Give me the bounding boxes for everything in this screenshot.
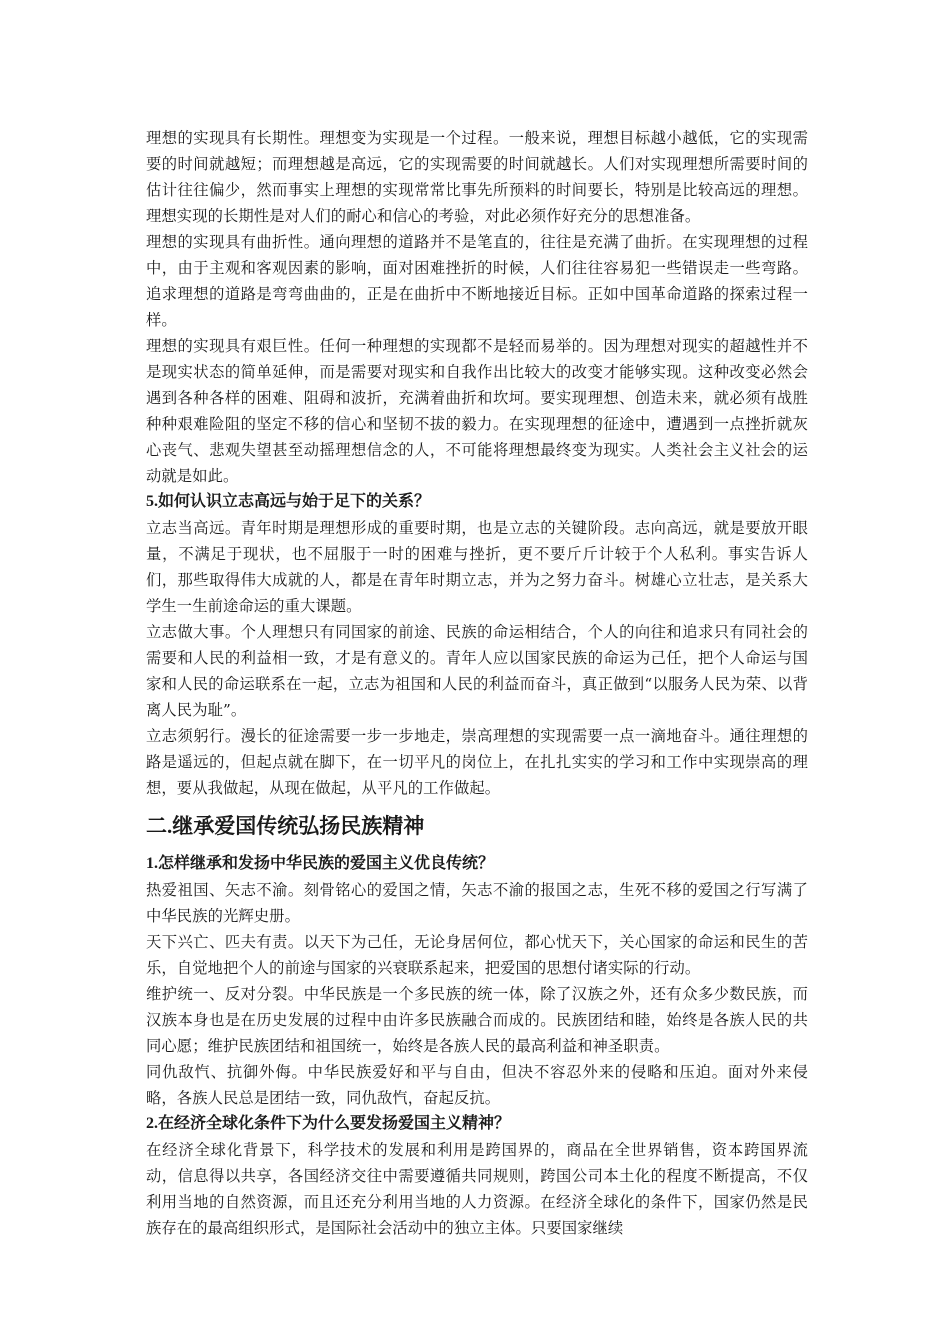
question-5-paragraph-2: 立志做大事。个人理想只有同国家的前途、民族的命运相结合，个人的向往和追求只有同社会的需要和人民的利益相一致，才是有意义的。青年人应以国家民族的命运为己任，把个人命运与国家和人民的命运联系在一起，立志为祖国和人民的利益而奋斗，真正做到“以服务人民为荣、以背离人民为耻”。 (146, 623, 808, 719)
section-two-question-2-paragraph-1: 在经济全球化背景下，科学技术的发展和利用是跨国界的，商品在全世界销售，资本跨国界流动，信息得以共享，各国经济交往中需要遵循共同规则，跨国公司本土化的程度不断提高，不仅利用当地的自然资源，而且还充分利用当地的人力资源。在经济全球化的条件下，国家仍然是民族存在的最高组织形式，是国际社会活动中的独立主体。只要国家继续 (146, 1141, 808, 1237)
question-5-paragraph-3: 立志须躬行。漫长的征途需要一步一步地走，崇高理想的实现需要一点一滴地奋斗。通往理想的路是遥远的，但起点就在脚下，在一切平凡的岗位上，在扎扎实实的学习和工作中实现崇高的理想，要从我做起，从现在做起，从平凡的工作做起。 (146, 727, 808, 797)
paragraph-tortuous: 理想的实现具有曲折性。通向理想的道路并不是笔直的，往往是充满了曲折。在实现理想的过程中，由于主观和客观因素的影响，面对困难挫折的时候，人们往往容易犯一些错误走一些弯路。追求理想的道路是弯弯曲曲的，正是在曲折中不断地接近目标。正如中国革命道路的探索过程一样。 (146, 233, 808, 329)
question-5-heading: 5.如何认识立志高远与始于足下的关系？ (146, 493, 431, 510)
section-two-question-1-paragraph-4: 同仇敌忾、抗御外侮。中华民族爱好和平与自由，但决不容忍外来的侵略和压迫。面对外来侵略，各族人民总是团结一致，同仇敌忾，奋起反抗。 (146, 1063, 808, 1107)
question-5-paragraph-1: 立志当高远。青年时期是理想形成的重要时期，也是立志的关键阶段。志向高远，就是要放开眼量，不满足于现状，也不屈服于一时的困难与挫折，更不要斤斤计较于个人私利。事实告诉人们，那些取得伟大成就的人，都是在青年时期立志，并为之努力奋斗。树雄心立壮志，是关系大学生一生前途命运的重大课题。 (146, 519, 808, 615)
paragraph-long-term: 理想的实现具有长期性。理想变为实现是一个过程。一般来说，理想目标越小越低，它的实现需要的时间就越短；而理想越是高远，它的实现需要的时间就越长。人们对实现理想所需要时间的估计往往偏少，然而事实上理想的实现常常比事先所预料的时间要长，特别是比较高远的理想。理想实现的长期性是对人们的耐心和信心的考验，对此必须作好充分的思想准备。 (146, 129, 808, 225)
section-two-question-1-heading: 1.怎样继承和发扬中华民族的爱国主义优良传统？ (146, 855, 495, 872)
paragraph-arduous: 理想的实现具有艰巨性。任何一种理想的实现都不是轻而易举的。因为理想对现实的超越性并不是现实状态的简单延伸，而是需要对现实和自我作出比较大的改变才能够实现。这种改变必然会遇到各种各样的困难、阻碍和波折，充满着曲折和坎坷。要实现理想、创造未来，就必须有战胜种种艰难险阻的坚定不移的信心和坚韧不拔的毅力。在实现理想的征途中，遭遇到一点挫折就灰心丧气、悲观失望甚至动摇理想信念的人，不可能将理想最终变为现实。人类社会主义社会的运动就是如此。 (146, 337, 808, 485)
document-page (146, 125, 808, 1241)
section-two-question-1-paragraph-1: 热爱祖国、矢志不渝。刻骨铭心的爱国之情，矢志不渝的报国之志，生死不移的爱国之行写满了中华民族的光辉史册。 (146, 881, 808, 925)
section-two-heading: 二.继承爱国传统弘扬民族精神 (146, 814, 425, 838)
section-two-question-1-paragraph-2: 天下兴亡、匹夫有责。以天下为己任，无论身居何位，都心忧天下，关心国家的命运和民生的苦乐，自觉地把个人的前途与国家的兴衰联系起来，把爱国的思想付诸实际的行动。 (146, 933, 808, 977)
section-two-question-1-paragraph-3: 维护统一、反对分裂。中华民族是一个多民族的统一体，除了汉族之外，还有众多少数民族，而汉族本身也是在历史发展的过程中由许多民族融合而成的。民族团结和睦，始终是各族人民的共同心愿；维护民族团结和祖国统一，始终是各族人民的最高利益和神圣职责。 (146, 985, 808, 1055)
section-two-question-2-heading: 2.在经济全球化条件下为什么要发扬爱国主义精神？ (146, 1115, 511, 1132)
